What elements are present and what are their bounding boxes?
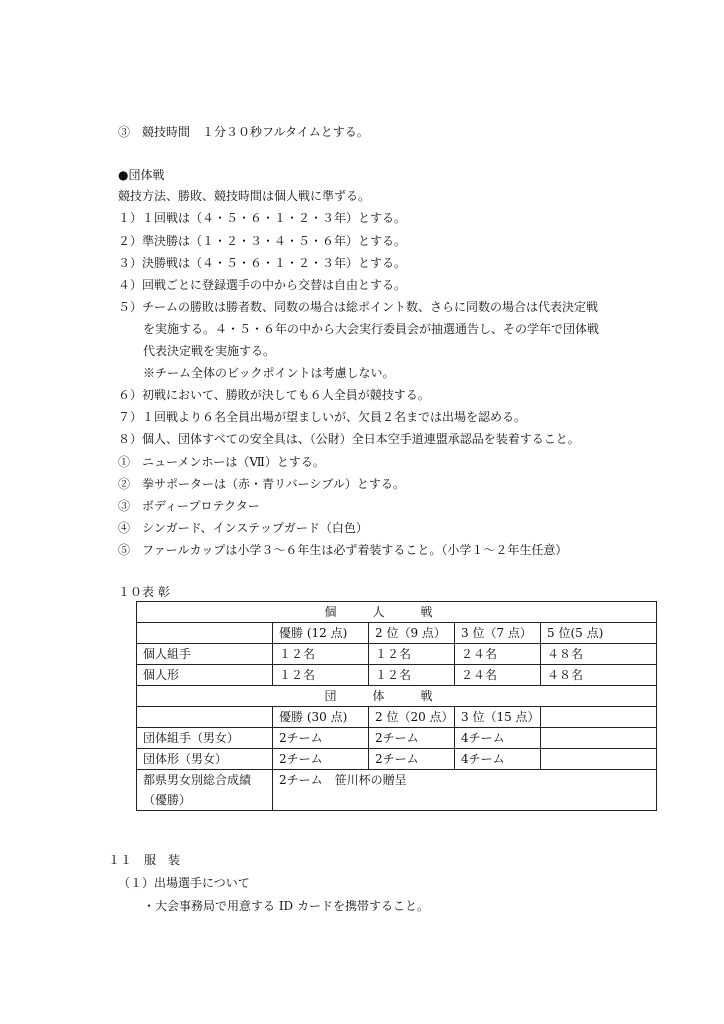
table-cell: 2チーム xyxy=(273,728,369,749)
table-cell: １２名 xyxy=(369,644,455,665)
individual-title: 個人戦 xyxy=(137,602,657,623)
competition-time-rule: ③ 競技時間 １分３０秒フルタイムとする。 xyxy=(118,125,369,139)
team-rule-5-cont-1: を実施する。４・５・６年の中から大会実行委員会が抽選通告し、その学年で団体戦 xyxy=(143,322,600,336)
team-rule-6: ６）初戦において、勝敗が決しても６人全員が競技する。 xyxy=(118,388,430,402)
table-cell: 4チーム xyxy=(455,728,541,749)
table-cell: １２名 xyxy=(273,665,369,686)
team-rule-3: ３）決勝戦は（４・５・６・１・２・３年）とする。 xyxy=(118,256,407,270)
table-row xyxy=(137,749,657,770)
table-cell: 団体組手（男女） xyxy=(137,728,273,749)
table-cell: ４８名 xyxy=(541,665,657,686)
overall-label-line-2: （優勝） xyxy=(143,793,192,807)
team-header-row xyxy=(137,707,657,728)
table-cell: ４８名 xyxy=(541,644,657,665)
table-cell: 5 位(5 点) xyxy=(541,623,657,644)
team-rule-7: ７）１回戦より６名全員出場が望ましいが、欠員２名までは出場を認める。 xyxy=(118,410,527,424)
team-section-intro: 競技方法、勝敗、競技時間は個人戦に準ずる。 xyxy=(118,189,371,203)
team-rule-5-cont-2: 代表決定戦を実施する。 xyxy=(143,344,276,358)
table-cell: 3 位（7 点） xyxy=(455,623,541,644)
table-cell: 4チーム xyxy=(455,749,541,770)
attire-subheading: （１）出場選手について xyxy=(118,876,250,890)
table-cell: 優勝 (30 点) xyxy=(273,707,369,728)
equipment-item-2: ② 拳サポーターは（赤・青リバーシブル）とする。 xyxy=(118,477,405,491)
attire-heading: １１ 服 装 xyxy=(108,853,181,867)
table-cell: 2チーム xyxy=(369,728,455,749)
table-cell: 2 位（9 点） xyxy=(369,623,455,644)
table-cell: ２４名 xyxy=(455,665,541,686)
table-cell: 優勝 (12 点) xyxy=(273,623,369,644)
equipment-item-5: ⑤ ファールカップは小学３～６年生は必ず着装すること。（小学１～２年生任意） xyxy=(118,543,568,557)
table-cell: １２名 xyxy=(369,665,455,686)
table-cell: 2チーム xyxy=(273,749,369,770)
overall-label-line-1: 都県男女別総合成績 xyxy=(143,773,252,787)
table-cell: １２名 xyxy=(273,644,369,665)
equipment-item-4: ④ シンガード、インステップガード（白色） xyxy=(118,521,368,535)
team-rule-note: ※チーム全体のビックポイントは考慮しない。 xyxy=(143,366,395,380)
table-cell: 個人形 xyxy=(137,665,273,686)
team-rule-4: ４）回戦ごとに登録選手の中から交替は自由とする。 xyxy=(118,278,407,292)
team-title-row xyxy=(137,686,657,707)
table-cell xyxy=(137,707,273,728)
overall-label xyxy=(137,770,273,811)
overall-row xyxy=(137,770,657,811)
team-section-heading: ●団体戦 xyxy=(118,168,165,182)
equipment-item-3: ③ ボディープロテクター xyxy=(118,499,260,513)
table-cell xyxy=(137,623,273,644)
individual-title-row xyxy=(137,602,657,623)
table-cell: 2 位（20 点） xyxy=(369,707,455,728)
table-cell: 個人組手 xyxy=(137,644,273,665)
overall-value: 2チーム 笹川杯の贈呈 xyxy=(273,770,657,811)
table-cell: ２４名 xyxy=(455,644,541,665)
team-title: 団体戦 xyxy=(137,686,657,707)
table-cell: 2チーム xyxy=(369,749,455,770)
table-row xyxy=(137,644,657,665)
table-cell: 3 位（15 点） xyxy=(455,707,541,728)
team-rule-2: ２）準決勝は（１・２・３・４・５・６年）とする。 xyxy=(118,234,407,248)
team-rule-8: ８）個人、団体すべての安全具は、（公財）全日本空手道連盟承認品を装着すること。 xyxy=(118,432,580,446)
awards-table xyxy=(136,601,657,811)
table-cell: 団体形（男女） xyxy=(137,749,273,770)
table-cell xyxy=(541,749,657,770)
table-row xyxy=(137,665,657,686)
awards-heading: １０表 彰 xyxy=(118,585,170,599)
table-cell xyxy=(541,707,657,728)
table-cell xyxy=(541,728,657,749)
attire-bullet: ・大会事務局で用意する ID カードを携帯すること。 xyxy=(143,899,429,913)
team-rule-5: ５）チームの勝敗は勝者数、同数の場合は総ポイント数、さらに同数の場合は代表決定戦 xyxy=(118,300,599,314)
equipment-item-1: ① ニューメンホーは（Ⅶ）とする。 xyxy=(118,455,325,469)
table-row xyxy=(137,728,657,749)
individual-header-row xyxy=(137,623,657,644)
team-rule-1: １）１回戦は（４・５・６・１・２・３年）とする。 xyxy=(118,211,407,225)
